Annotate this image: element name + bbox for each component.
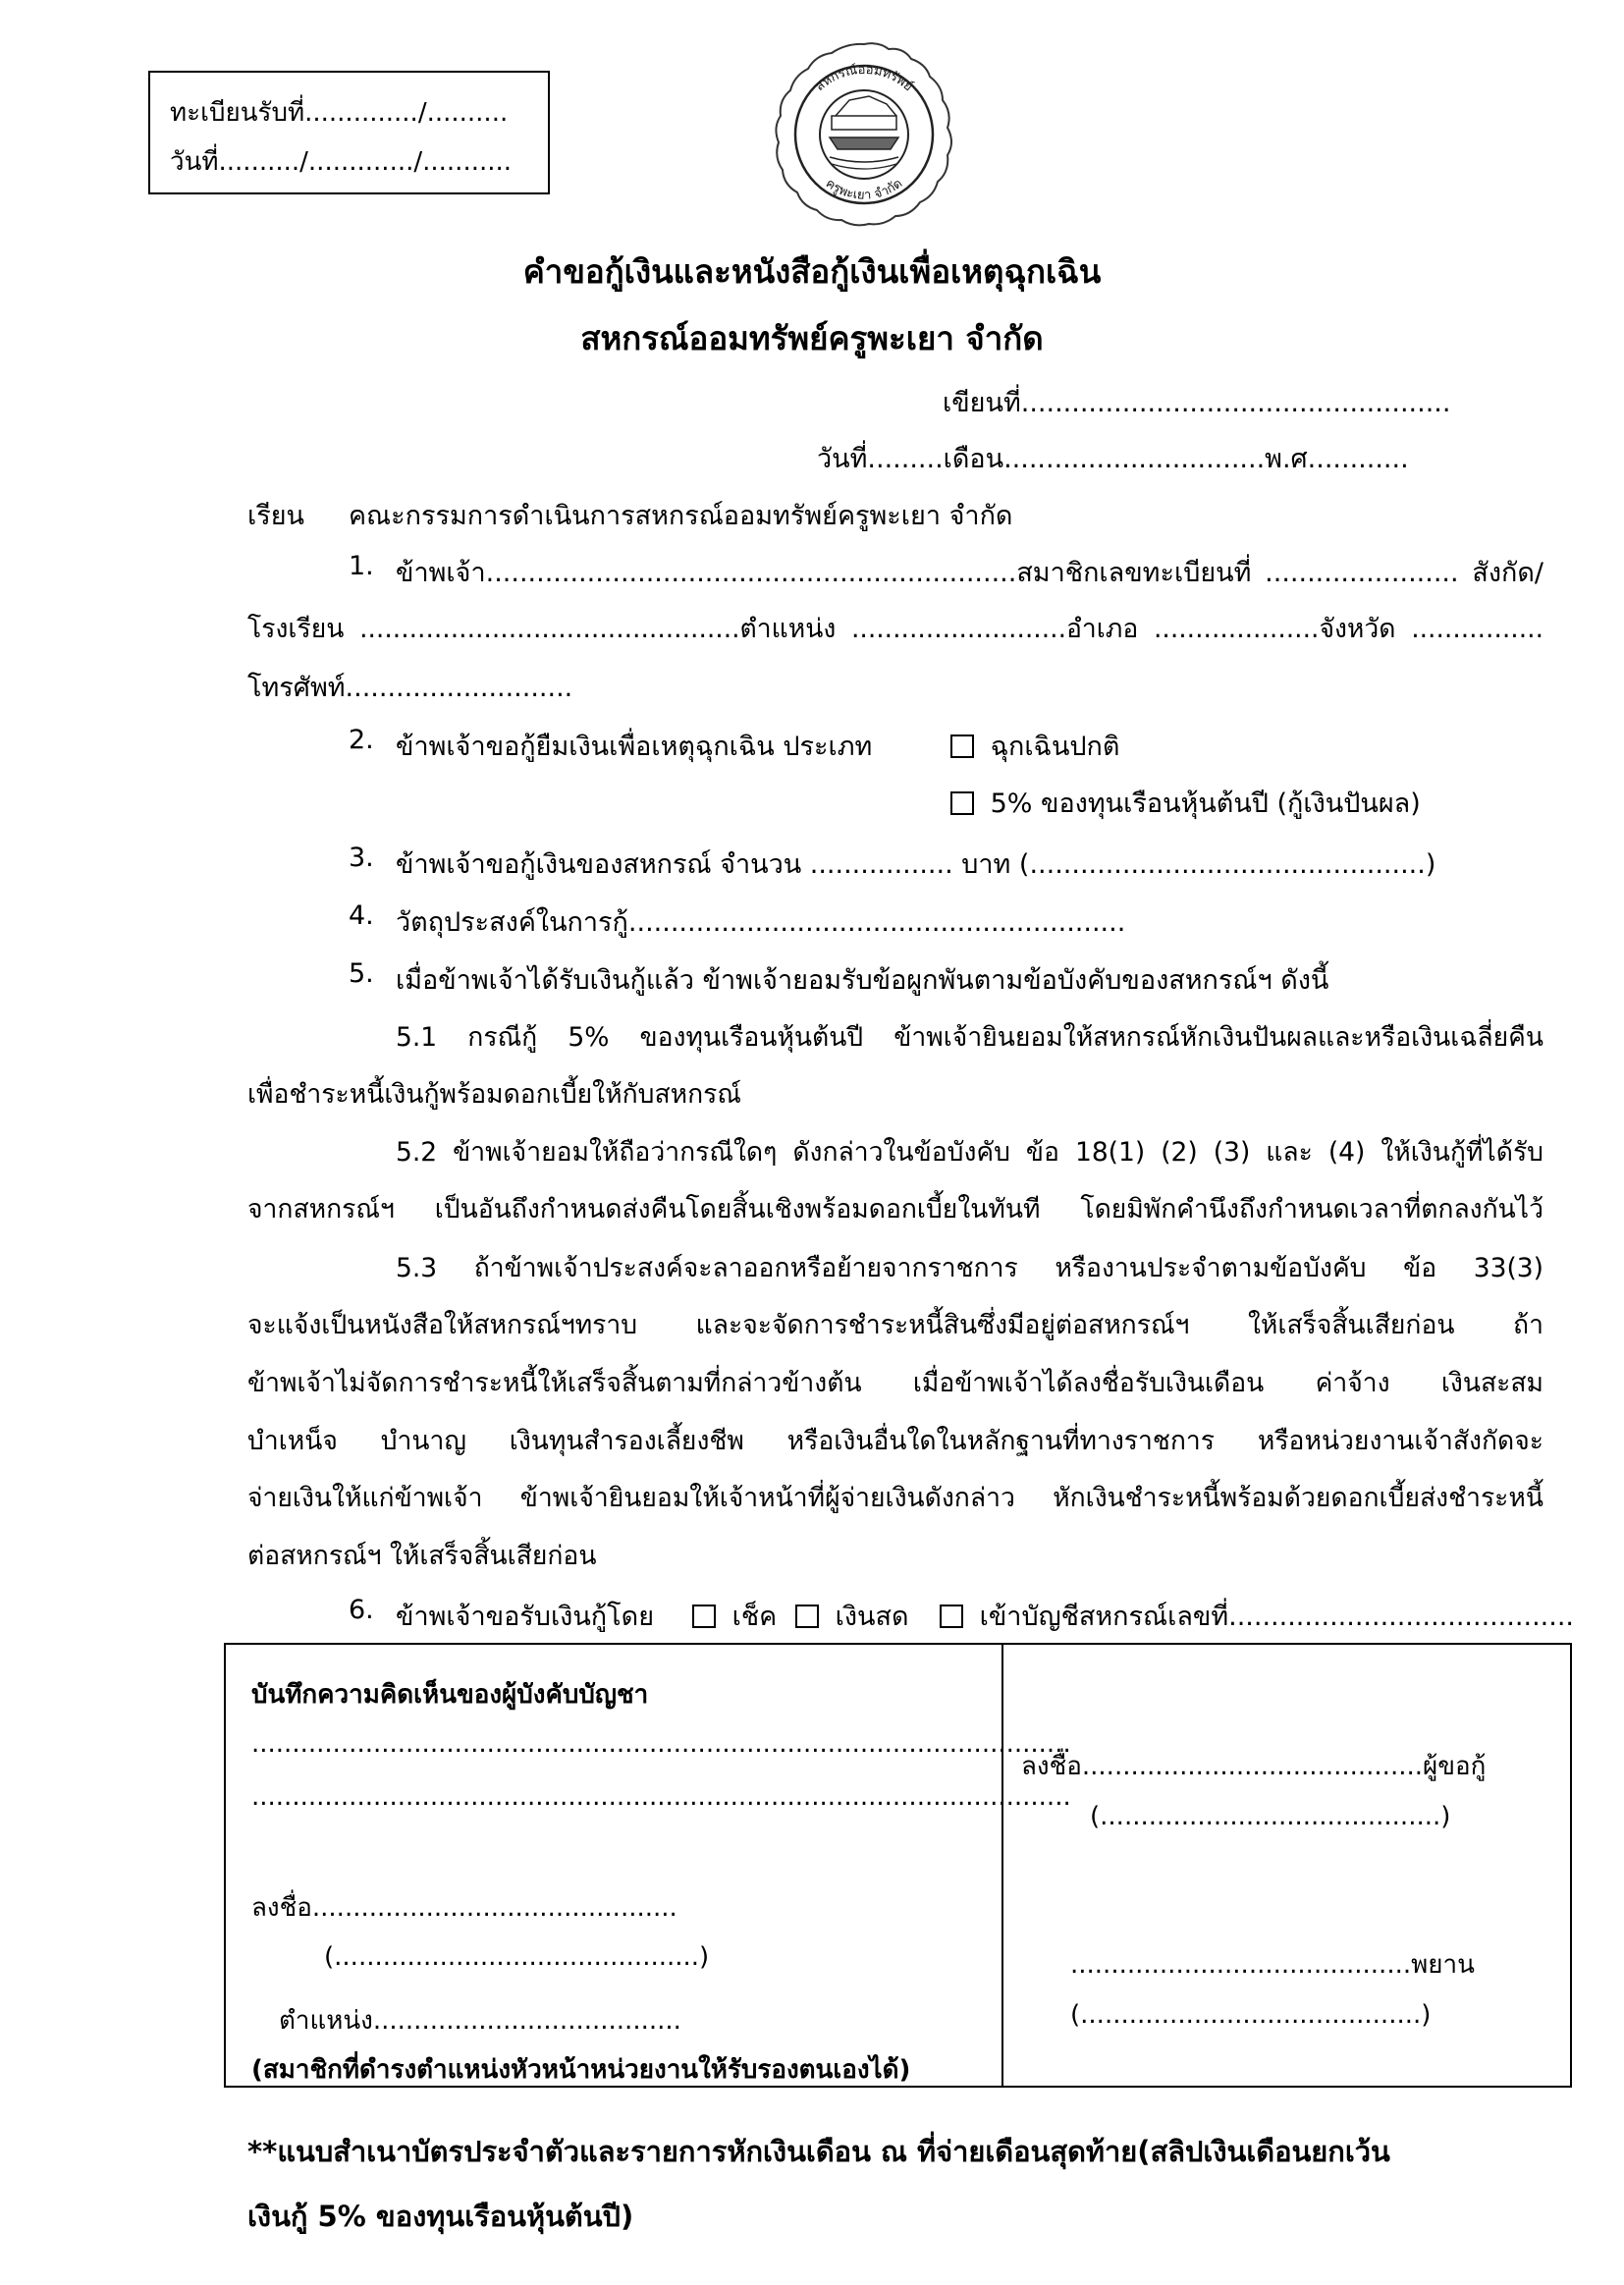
checkbox-cash[interactable] xyxy=(795,1605,819,1628)
item5-3-line6: ต่อสหกรณ์ฯ ให้เสร็จสิ้นเสียก่อน xyxy=(247,1541,597,1571)
item5-1-line2: เพื่อชำระหนี้เงินกู้พร้อมดอกเบี้ยให้กับสหกรณ์ xyxy=(247,1079,741,1110)
item2-text: ข้าพเจ้าขอกู้ยืมเงินเพื่อเหตุฉุกเฉิน ประเภท xyxy=(396,732,873,762)
item5-text: เมื่อข้าพเจ้าได้รับเงินกู้แล้ว ข้าพเจ้ายอมรับข้อผูกพันตามข้อบังคับของสหกรณ์ฯ ดังนี้ xyxy=(396,965,1329,996)
commander-signature: ลงชื่อ............................................. xyxy=(251,1893,677,1923)
item5-1-line1: 5.1 กรณีกู้ 5% ของทุนเรือนหุ้นต้นปี ข้าพเจ้ายินยอมให้สหกรณ์หักเงินปันผลและหรือเงินเฉลี่ยคืน xyxy=(396,1022,1543,1053)
commander-name: (.............................................) xyxy=(324,1942,710,1972)
item6-text: ข้าพเจ้าขอรับเงินกู้โดย xyxy=(396,1602,655,1632)
item4-number: 4. xyxy=(349,900,374,931)
item6-option-account[interactable] xyxy=(940,1595,1574,1637)
item1-line2: โรงเรียน ..............................................ตำแหน่ง ..........................อำเภอ ....................จังหวัด ................ xyxy=(247,614,1543,644)
item1-phone: โทรศัพท์........................... xyxy=(247,673,573,703)
item4-text: วัตถุประสงค์ในการกู้........................................................... xyxy=(396,907,1126,938)
date-field: วันที่.........เดือน...............................พ.ศ............ xyxy=(817,444,1409,474)
attachment-note-line2: เงินกู้ 5% ของทุนเรือนหุ้นต้นปี) xyxy=(247,2200,634,2233)
registration-number: ทะเบียนรับที่............../.......... xyxy=(170,98,509,128)
checkbox-normal-emergency[interactable] xyxy=(950,734,974,758)
cooperative-seal-logo xyxy=(771,39,957,231)
item2-option-dividend[interactable] xyxy=(950,782,1421,824)
checkbox-account[interactable] xyxy=(940,1605,963,1628)
commander-note: (สมาชิกที่ดำรงตำแหน่งหัวหน้าหน่วยงานให้รับรองตนเองได้) xyxy=(251,2055,911,2085)
checkbox-cheque[interactable] xyxy=(692,1605,716,1628)
item5-3-line1: 5.3 ถ้าข้าพเจ้าประสงค์จะลาออกหรือย้ายจากราชการ หรืองานประจำตามข้อบังคับ ข้อ 33(3) xyxy=(396,1253,1543,1283)
svg-text:สหกรณ์ออมทรัพย์: สหกรณ์ออมทรัพย์ xyxy=(812,62,916,95)
attachment-note-line1: **แนบสำเนาบัตรประจำตัวและรายการหักเงินเดือน ณ ที่จ่ายเดือนสุดท้าย(สลิปเงินเดือนยกเว้น xyxy=(247,2135,1390,2168)
item6-option-cheque[interactable] xyxy=(692,1595,777,1637)
item2-number: 2. xyxy=(349,725,374,755)
item5-number: 5. xyxy=(349,958,374,989)
signature-box-divider xyxy=(1001,1645,1003,2086)
item1-line1: ข้าพเจ้า...............................................................สมาชิกเลขทะเบียนที่ ....................... สังกัด/ xyxy=(396,558,1543,588)
item5-3-line4: บำเหน็จ บำนาญ เงินทุนสำรองเลี้ยงชีพ หรือเงินอื่นใดในหลักฐานที่ทางราชการ หรือหน่วยงานเจ้าสังกัดจะ xyxy=(247,1426,1543,1456)
item3-number: 3. xyxy=(349,843,374,873)
commander-position: ตำแหน่ง...................................... xyxy=(279,2006,681,2036)
signature-box xyxy=(224,1643,1572,2088)
form-title: คำขอกู้เงินและหนังสือกู้เงินเพื่อเหตุฉุกเฉิน xyxy=(522,252,1102,291)
option-account-label: เข้าบัญชีสหกรณ์เลขที่......................................... xyxy=(979,1602,1574,1632)
registration-box xyxy=(148,71,550,194)
registration-date: วันที่........../............./........... xyxy=(170,147,513,177)
item5-3-line3: ข้าพเจ้าไม่จัดการชำระหนี้ให้เสร็จสิ้นตามที่กล่าวข้างต้น เมื่อข้าพเจ้าได้ลงชื่อรับเงินเดือน ค่าจ้าง เงินสะสม xyxy=(247,1368,1543,1398)
item5-2-line1: 5.2 ข้าพเจ้ายอมให้ถือว่ากรณีใดๆ ดังกล่าวในข้อบังคับ ข้อ 18(1) (2) (3) และ (4) ให้เงินกู้ที่ได้รับ xyxy=(396,1137,1543,1168)
option-cash-label: เงินสด xyxy=(835,1602,909,1632)
checkbox-dividend-loan[interactable] xyxy=(950,791,974,815)
cooperative-name: สหกรณ์ออมทรัพย์ครูพะเยา จำกัด xyxy=(580,319,1044,357)
commander-opinion-line1: ..................................................................................................... xyxy=(251,1729,1071,1759)
commander-heading: บันทึกความคิดเห็นของผู้บังคับบัญชา xyxy=(251,1680,649,1710)
item3-text: ข้าพเจ้าขอกู้เงินของสหกรณ์ จำนวน ................. บาท (...............................................) xyxy=(396,849,1436,880)
commander-opinion-line2: ..................................................................................................... xyxy=(251,1782,1071,1812)
salutation-label: เรียน xyxy=(247,501,305,531)
item5-2-line2: จากสหกรณ์ฯ เป็นอันถึงกำหนดส่งคืนโดยสิ้นเชิงพร้อมดอกเบี้ยในทันที โดยมิพักคำนึงถึงกำหนดเวลาที่ตกลงกันไว้ xyxy=(247,1194,1543,1224)
borrower-name: (..........................................) xyxy=(1090,1802,1451,1831)
item6-option-cash[interactable] xyxy=(795,1595,908,1637)
item5-3-line2: จะแจ้งเป็นหนังสือให้สหกรณ์ฯทราบ และจะจัดการชำระหนี้สินซึ่งมีอยู่ต่อสหกรณ์ฯ ให้เสร็จสิ้นเสียก่อน ถ้า xyxy=(247,1310,1543,1340)
item1-number: 1. xyxy=(349,551,374,581)
item5-3-line5: จ่ายเงินให้แก่ข้าพเจ้า ข้าพเจ้ายินยอมให้เจ้าหน้าที่ผู้จ่ายเงินดังกล่าว หักเงินชำระหนี้พร้อมด้วยดอกเบี้ยส่งชำระหนี้ xyxy=(247,1483,1543,1513)
borrower-signature: ลงชื่อ..........................................ผู้ขอกู้ xyxy=(1021,1752,1487,1781)
witness-name: (..........................................) xyxy=(1070,2000,1432,2030)
option-cheque-label: เช็ค xyxy=(731,1602,778,1632)
svg-text:ครูพะเยา จำกัด: ครูพะเยา จำกัด xyxy=(822,176,906,203)
item2-option-normal[interactable] xyxy=(950,725,1119,767)
written-at-field: เขียนที่................................................... xyxy=(943,388,1451,418)
salutation-recipient: คณะกรรมการดำเนินการสหกรณ์ออมทรัพย์ครูพะเยา จำกัด xyxy=(349,501,1013,531)
item6-number: 6. xyxy=(349,1595,374,1625)
option-normal-label: ฉุกเฉินปกติ xyxy=(990,732,1120,762)
option-dividend-label: 5% ของทุนเรือนหุ้นต้นปี (กู้เงินปันผล) xyxy=(990,789,1421,819)
witness-signature: ..........................................พยาน xyxy=(1070,1950,1475,1980)
